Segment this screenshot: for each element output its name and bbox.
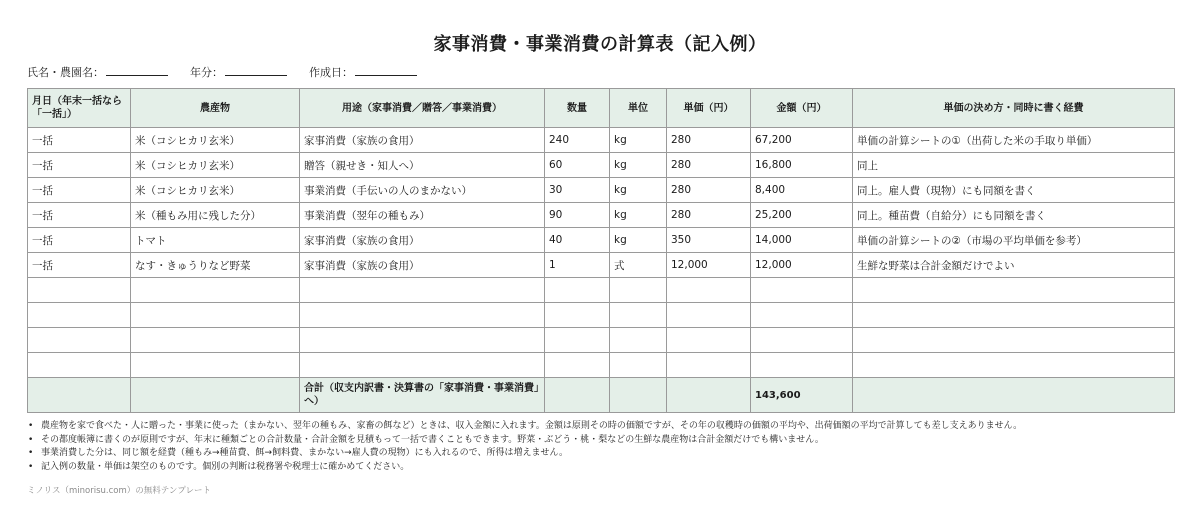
empty-cell[interactable] — [545, 353, 610, 378]
col-header-note: 単価の決め方・同時に書く経費 — [853, 89, 1175, 128]
table-row — [28, 153, 1175, 178]
cell-note[interactable]: 同上 — [853, 153, 1175, 178]
empty-cell[interactable] — [610, 328, 667, 353]
empty-cell[interactable] — [28, 303, 131, 328]
name-label: 氏名・農園名： — [27, 66, 104, 79]
table-row — [28, 253, 1175, 278]
cell-qty[interactable]: 40 — [545, 228, 610, 253]
empty-cell[interactable] — [300, 353, 545, 378]
cell-qty[interactable]: 30 — [545, 178, 610, 203]
empty-cell[interactable] — [545, 278, 610, 303]
empty-cell[interactable] — [751, 278, 853, 303]
cell-usage[interactable]: 家事消費（家族の食用） — [300, 228, 545, 253]
empty-row — [28, 278, 1175, 303]
cell-product[interactable]: トマト — [131, 228, 300, 253]
cell-amount[interactable]: 8,400 — [751, 178, 853, 203]
empty-cell[interactable] — [610, 303, 667, 328]
note-item: • その都度帳簿に書くのが原則ですが、年末に種類ごとの合計数量・合計金額を見積もって一括で書くこともできます。野菜・ぶどう・桃・梨などの生鮮な農産物は合計金額だけでも構いません。 — [37, 434, 1187, 448]
empty-cell[interactable] — [131, 353, 300, 378]
empty-cell[interactable] — [667, 303, 751, 328]
empty-cell[interactable] — [300, 303, 545, 328]
total-label: 合計（収支内訳書・決算書の「家事消費・事業消費」へ） — [300, 378, 545, 413]
empty-cell[interactable] — [610, 278, 667, 303]
cell-note[interactable]: 単価の計算シートの①（出荷した米の手取り単価） — [853, 128, 1175, 153]
total-amount: 143,600 — [751, 378, 853, 413]
cell-unit[interactable]: kg — [610, 128, 667, 153]
cell-amount[interactable]: 16,800 — [751, 153, 853, 178]
empty-cell[interactable] — [131, 303, 300, 328]
cell-note[interactable]: 生鮮な野菜は合計金額だけでよい — [853, 253, 1175, 278]
table-row — [28, 128, 1175, 153]
empty-cell[interactable] — [667, 328, 751, 353]
empty-row — [28, 303, 1175, 328]
header-row — [28, 89, 1175, 128]
empty-cell[interactable] — [610, 353, 667, 378]
cell-usage[interactable]: 家事消費（家族の食用） — [300, 128, 545, 153]
cell-product[interactable]: 米（種もみ用に残した分） — [131, 203, 300, 228]
cell-product[interactable]: なす・きゅうりなど野菜 — [131, 253, 300, 278]
cell-amount[interactable]: 25,200 — [751, 203, 853, 228]
cell-amount[interactable]: 12,000 — [751, 253, 853, 278]
note-item: • 記入例の数量・単価は架空のものです。個別の判断は税務署や税理士に確かめてください。 — [37, 461, 1187, 475]
empty-cell[interactable] — [667, 353, 751, 378]
cell-amount[interactable]: 67,200 — [751, 128, 853, 153]
table-row — [28, 228, 1175, 253]
cell-month[interactable]: 一括 — [28, 253, 131, 278]
cell-unit[interactable]: kg — [610, 203, 667, 228]
cell-note[interactable]: 同上。雇人費（現物）にも同額を書く — [853, 178, 1175, 203]
year-label: 年分： — [190, 66, 223, 79]
empty-row — [28, 353, 1175, 378]
year-blank[interactable] — [225, 65, 287, 76]
cell-product[interactable]: 米（コシヒカリ玄米） — [131, 153, 300, 178]
cell-price[interactable]: 280 — [667, 203, 751, 228]
cell-month[interactable]: 一括 — [28, 228, 131, 253]
cell-month[interactable]: 一括 — [28, 203, 131, 228]
total-empty-cell — [610, 378, 667, 413]
date-blank[interactable] — [355, 65, 417, 76]
cell-unit[interactable]: kg — [610, 228, 667, 253]
cell-qty[interactable]: 240 — [545, 128, 610, 153]
empty-cell[interactable] — [300, 328, 545, 353]
page-title: 家事消費・事業消費の計算表（記入例） — [433, 34, 767, 55]
notes-section — [27, 420, 1187, 474]
empty-cell[interactable] — [545, 328, 610, 353]
empty-cell[interactable] — [853, 328, 1175, 353]
cell-unit[interactable]: 式 — [610, 253, 667, 278]
empty-cell[interactable] — [667, 278, 751, 303]
table-row — [28, 178, 1175, 203]
col-header-unit: 単位 — [610, 89, 667, 128]
calculation-table — [27, 88, 1175, 413]
total-empty-cell — [28, 378, 131, 413]
cell-qty[interactable]: 1 — [545, 253, 610, 278]
cell-usage[interactable]: 家事消費（家族の食用） — [300, 253, 545, 278]
cell-amount[interactable]: 14,000 — [751, 228, 853, 253]
empty-cell[interactable] — [545, 303, 610, 328]
empty-cell[interactable] — [751, 353, 853, 378]
col-header-product: 農産物 — [131, 89, 300, 128]
cell-usage[interactable]: 事業消費（翌年の種もみ） — [300, 203, 545, 228]
total-empty-cell — [131, 378, 300, 413]
cell-unit[interactable]: kg — [610, 153, 667, 178]
header-fields — [27, 64, 417, 80]
note-item: • 事業消費した分は、同じ額を経費（種もみ→種苗費、餌→飼料費、まかない→雇人費の現物）にも入れるので、所得は増えません。 — [37, 447, 1187, 461]
cell-note[interactable]: 単価の計算シートの②（市場の平均単価を参考） — [853, 228, 1175, 253]
total-row — [28, 378, 1175, 413]
empty-cell[interactable] — [131, 278, 300, 303]
cell-month[interactable]: 一括 — [28, 153, 131, 178]
cell-usage[interactable]: 贈答（親せき・知人へ） — [300, 153, 545, 178]
empty-cell[interactable] — [131, 328, 300, 353]
cell-qty[interactable]: 90 — [545, 203, 610, 228]
cell-product[interactable]: 米（コシヒカリ玄米） — [131, 128, 300, 153]
cell-month[interactable]: 一括 — [28, 128, 131, 153]
date-label: 作成日： — [309, 66, 353, 79]
cell-price[interactable]: 350 — [667, 228, 751, 253]
col-header-amount: 金額（円） — [751, 89, 853, 128]
col-header-month: 月日（年末一括なら「一括」） — [28, 89, 131, 128]
empty-cell[interactable] — [300, 278, 545, 303]
empty-cell[interactable] — [853, 353, 1175, 378]
cell-unit[interactable]: kg — [610, 178, 667, 203]
date-field — [309, 64, 417, 80]
name-field — [27, 64, 168, 80]
empty-cell[interactable] — [751, 328, 853, 353]
cell-qty[interactable]: 60 — [545, 153, 610, 178]
cell-product[interactable]: 米（コシヒカリ玄米） — [131, 178, 300, 203]
empty-row — [28, 328, 1175, 353]
col-header-price: 単価（円） — [667, 89, 751, 128]
empty-cell[interactable] — [28, 353, 131, 378]
total-empty-cell — [545, 378, 610, 413]
cell-price[interactable]: 280 — [667, 178, 751, 203]
cell-price[interactable]: 280 — [667, 128, 751, 153]
empty-cell[interactable] — [28, 328, 131, 353]
total-empty-cell — [853, 378, 1175, 413]
col-header-usage: 用途（家事消費／贈答／事業消費） — [300, 89, 545, 128]
note-item: • 農産物を家で食べた・人に贈った・事業に使った（まかない、翌年の種もみ、家畜の餌など）ときは、収入金額に入れます。金額は原則その時の価額ですが、その年の収穫時の価額の平均や、出荷価額の平均で計算しても差し支えありません。 — [37, 420, 1187, 434]
empty-cell[interactable] — [853, 278, 1175, 303]
footer-credit: ミノリス（minorisu.com）の無料テンプレート — [27, 486, 211, 496]
year-field — [190, 64, 287, 80]
total-empty-cell — [667, 378, 751, 413]
empty-cell[interactable] — [751, 303, 853, 328]
empty-cell[interactable] — [28, 278, 131, 303]
col-header-qty: 数量 — [545, 89, 610, 128]
cell-price[interactable]: 12,000 — [667, 253, 751, 278]
cell-month[interactable]: 一括 — [28, 178, 131, 203]
cell-usage[interactable]: 事業消費（手伝いの人のまかない） — [300, 178, 545, 203]
name-blank[interactable] — [106, 65, 168, 76]
cell-price[interactable]: 280 — [667, 153, 751, 178]
empty-cell[interactable] — [853, 303, 1175, 328]
table-row — [28, 203, 1175, 228]
cell-note[interactable]: 同上。種苗費（自給分）にも同額を書く — [853, 203, 1175, 228]
